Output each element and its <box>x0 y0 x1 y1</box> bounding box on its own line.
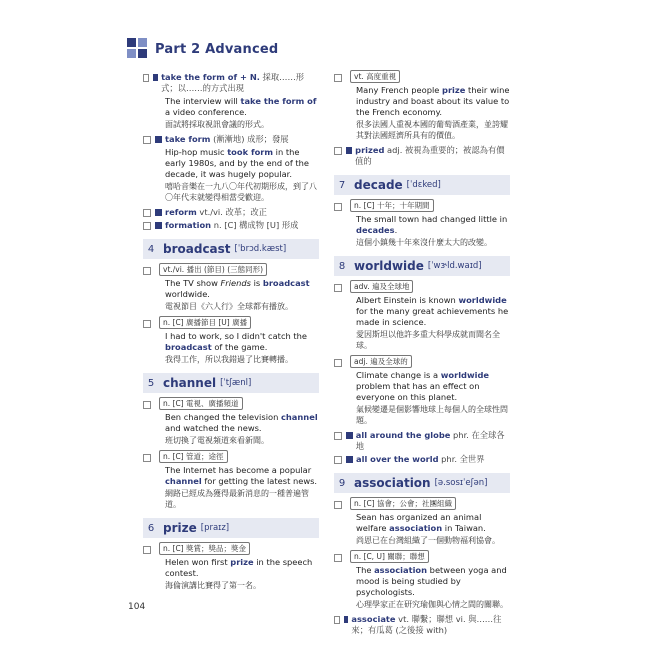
example-en: The association between yoga and mood is being studied by psychologists. <box>356 565 507 597</box>
example-zh: 嘻哈音樂在一九八〇年代初期形成，到了八〇年代末就變得相當受歡迎。 <box>165 182 317 202</box>
sense-label: adv. 遍及全球地 <box>334 280 510 293</box>
sense-label: n. [C] 管道；途徑 <box>143 450 319 463</box>
word-header-prize: 6 prize [praɪz] <box>143 518 319 538</box>
word-header-channel: 5 channel [ˈtʃænl] <box>143 373 319 393</box>
example-zh: 我得工作，所以我錯過了比賽轉播。 <box>165 355 293 364</box>
page-header <box>127 38 278 60</box>
bullet-icon <box>155 136 162 143</box>
sense-label: adj. 遍及全球的 <box>334 355 510 368</box>
page-number: 104 <box>128 602 146 612</box>
bullet-icon <box>153 74 158 81</box>
sense-label: n. [C] 電視、廣播頻道 <box>143 397 319 410</box>
example-en: I had to work, so I didn't catch the broadcast of the game. <box>165 331 308 352</box>
example-zh: 愛因斯坦以他許多重大科學成就而聞名全球。 <box>356 330 500 350</box>
sense-label: n. [C, U] 關聯；聯想 <box>334 550 510 563</box>
derivative-entry: all around the globe phr. 在全球各地 <box>334 430 510 452</box>
bullet-icon <box>344 616 349 623</box>
example-zh: 尚恩已在台灣組織了一個動物福利協會。 <box>356 536 500 545</box>
derivative-entry: associate vt. 聯繫；聯想 vi. 與……往來；有瓜葛 (之後接 with) <box>334 614 510 636</box>
sense-label: n. [C] 廣播節目 [U] 廣播 <box>143 316 319 329</box>
grid-logo-icon <box>127 38 149 60</box>
derivative-entry: take form (漸漸地) 成形；發展 <box>143 134 319 145</box>
example-en: Ben changed the television channel and watched the news. <box>165 412 318 433</box>
sense-label: vt./vi. 播出 (節目) (三態同形) <box>143 263 319 276</box>
example-en: Many French people prize their wine industry and boast about its value to the French economy. <box>356 85 510 117</box>
word-header-decade: 7 decade [ˈdɛked] <box>334 175 510 195</box>
derivative-entry: all over the world phr. 全世界 <box>334 454 510 465</box>
example-zh: 電視節目《六人行》全球都有播放。 <box>165 302 293 311</box>
bullet-icon <box>346 432 353 439</box>
example-en: Albert Einstein is known worldwide for the many great achievements he made in science. <box>356 295 509 327</box>
sense-label: vt. 高度重視 <box>334 70 510 83</box>
example-en: The TV show Friends is broadcast worldwide. <box>165 278 310 299</box>
sense-label: n. [C] 十年；十年期間 <box>334 199 510 212</box>
derivative-entry: reform vt./vi. 改革；改正 <box>143 207 319 218</box>
word-header-association: 9 association [ə.sosɪˈeʃən] <box>334 473 510 493</box>
example-en: Sean has organized an animal welfare association in Taiwan. <box>356 512 486 533</box>
example-zh: 網路已經成為獲得最新消息的一種普遍管道。 <box>165 489 309 509</box>
derivative-entry: take the form of + N. 採取……形式；以……的方式出現 <box>143 72 319 94</box>
derivative-entry: prized adj. 被視為重要的；被認為有價值的 <box>334 145 510 167</box>
example-zh: 班切換了電視頻道來看新聞。 <box>165 436 269 445</box>
example-en: The small town had changed little in decades. <box>356 214 508 235</box>
bullet-icon <box>346 456 353 463</box>
bullet-icon <box>155 209 162 216</box>
word-header-broadcast: 4 broadcast [ˈbrɔd.kæst] <box>143 239 319 259</box>
example-zh: 氣候變遷是個影響地球上每個人的全球性問題。 <box>356 405 508 425</box>
example-en: The interview will take the form of a video conference. <box>165 96 317 117</box>
bullet-icon <box>346 147 353 154</box>
example-zh: 心理學家正在研究瑜伽與心情之間的關聯。 <box>356 600 508 609</box>
word-header-worldwide: 8 worldwide [ˈwɝld.waɪd] <box>334 256 510 276</box>
example-en: Climate change is a worldwide problem that has an effect on everyone on this planet. <box>356 370 490 402</box>
example-zh: 這個小鎮幾十年來沒什麼太大的改變。 <box>356 238 492 247</box>
bullet-icon <box>155 222 162 229</box>
example-en: The Internet has become a popular channel for getting the latest news. <box>165 465 318 486</box>
right-column <box>334 70 510 638</box>
derivative-entry: formation n. [C] 構成物 [U] 形成 <box>143 220 319 231</box>
section-title: Part 2 Advanced <box>155 41 279 57</box>
example-zh: 很多法國人重視本國的葡萄酒產業，並誇耀其對法國經濟所具有的價值。 <box>356 120 508 140</box>
example-zh: 面試將採取視訊會議的形式。 <box>165 120 269 129</box>
example-zh: 海倫演講比賽得了第一名。 <box>165 581 261 590</box>
left-column <box>143 70 319 595</box>
example-en: Helen won first prize in the speech contest. <box>165 557 313 578</box>
sense-label: n. [C] 協會；公會；社團組織 <box>334 497 510 510</box>
example-en: Hip-hop music took form in the early 1980s, and by the end of the decade, it was hugely popular. <box>165 147 309 179</box>
sense-label: n. [C] 獎賞；獎品；獎金 <box>143 542 319 555</box>
